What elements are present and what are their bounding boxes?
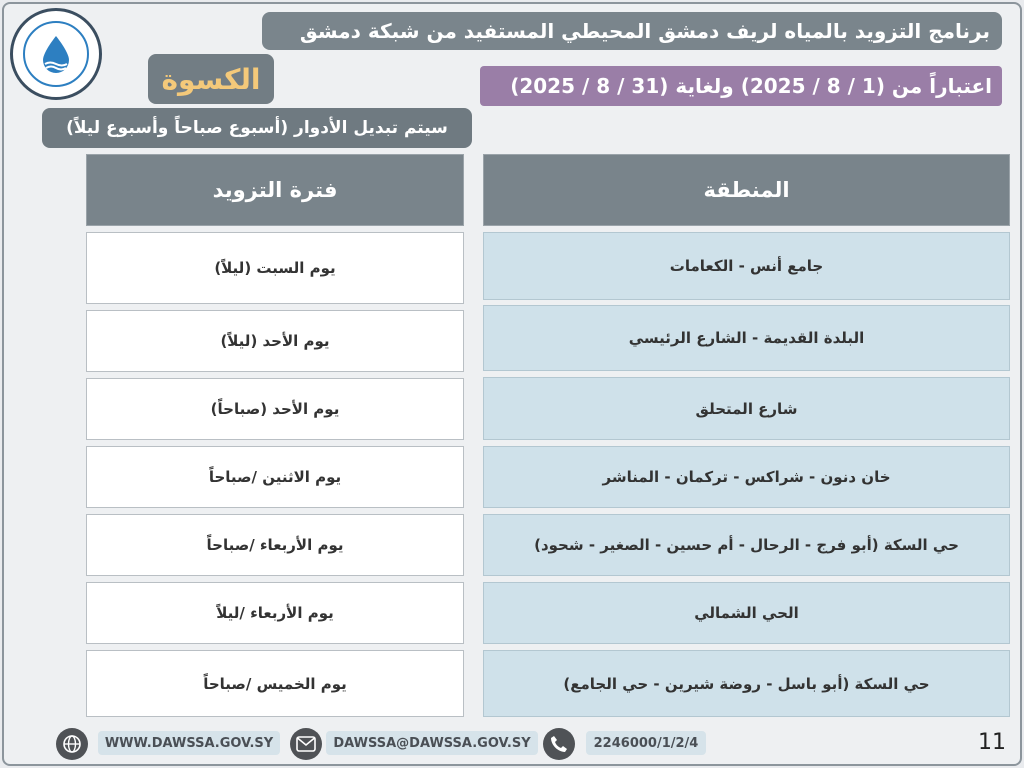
rotation-note: سيتم تبديل الأدوار (أسبوع صباحاً وأسبوع ليلاً) — [42, 108, 472, 148]
envelope-icon — [290, 728, 322, 760]
table-cell-area: شارع المتحلق — [483, 377, 1010, 440]
page-title: برنامج التزويد بالمياه لريف دمشق المحيطي المستفيد من شبكة دمشق — [262, 12, 1002, 50]
column-header-area: المنطقة — [483, 154, 1010, 226]
table-cell-period: يوم الأحد (ليلاً) — [86, 310, 464, 372]
table-cell-period: يوم السبت (ليلاً) — [86, 232, 464, 304]
page-number: 11 — [978, 730, 1006, 755]
column-header-period: فترة التزويد — [86, 154, 464, 226]
water-drop-icon — [39, 34, 73, 74]
website-link[interactable]: WWW.DAWSSA.GOV.SY — [98, 731, 280, 755]
table-cell-period: يوم الأربعاء /ليلاً — [86, 582, 464, 644]
table-cell-period: يوم الخميس /صباحاً — [86, 650, 464, 717]
table-cell-area: خان دنون - شراكس - تركمان - المناشر — [483, 446, 1010, 508]
email-link[interactable]: DAWSSA@DAWSSA.GOV.SY — [326, 731, 538, 755]
table-cell-period: يوم الأربعاء /صباحاً — [86, 514, 464, 576]
table-cell-area: البلدة القديمة - الشارع الرئيسي — [483, 305, 1010, 371]
phone-icon — [543, 728, 575, 760]
area-name-badge: الكسوة — [148, 54, 274, 104]
table-cell-area: جامع أنس - الكعامات — [483, 232, 1010, 300]
phone-number[interactable]: 2246000/1/2/4 — [586, 731, 706, 755]
globe-icon — [56, 728, 88, 760]
table-cell-area: الحي الشمالي — [483, 582, 1010, 644]
table-cell-area: حي السكة (أبو فرج - الرحال - أم حسين - الصغير - شحود) — [483, 514, 1010, 576]
table-cell-period: يوم الاثنين /صباحاً — [86, 446, 464, 508]
date-range-banner: اعتباراً من (1 / 8 / 2025) ولغاية (31 / 8 / 2025) — [480, 66, 1002, 106]
table-cell-period: يوم الأحد (صباحاً) — [86, 378, 464, 440]
organization-logo-icon — [10, 8, 102, 100]
logo-ring — [23, 21, 89, 87]
table-cell-area: حي السكة (أبو باسل - روضة شيرين - حي الجامع) — [483, 650, 1010, 717]
